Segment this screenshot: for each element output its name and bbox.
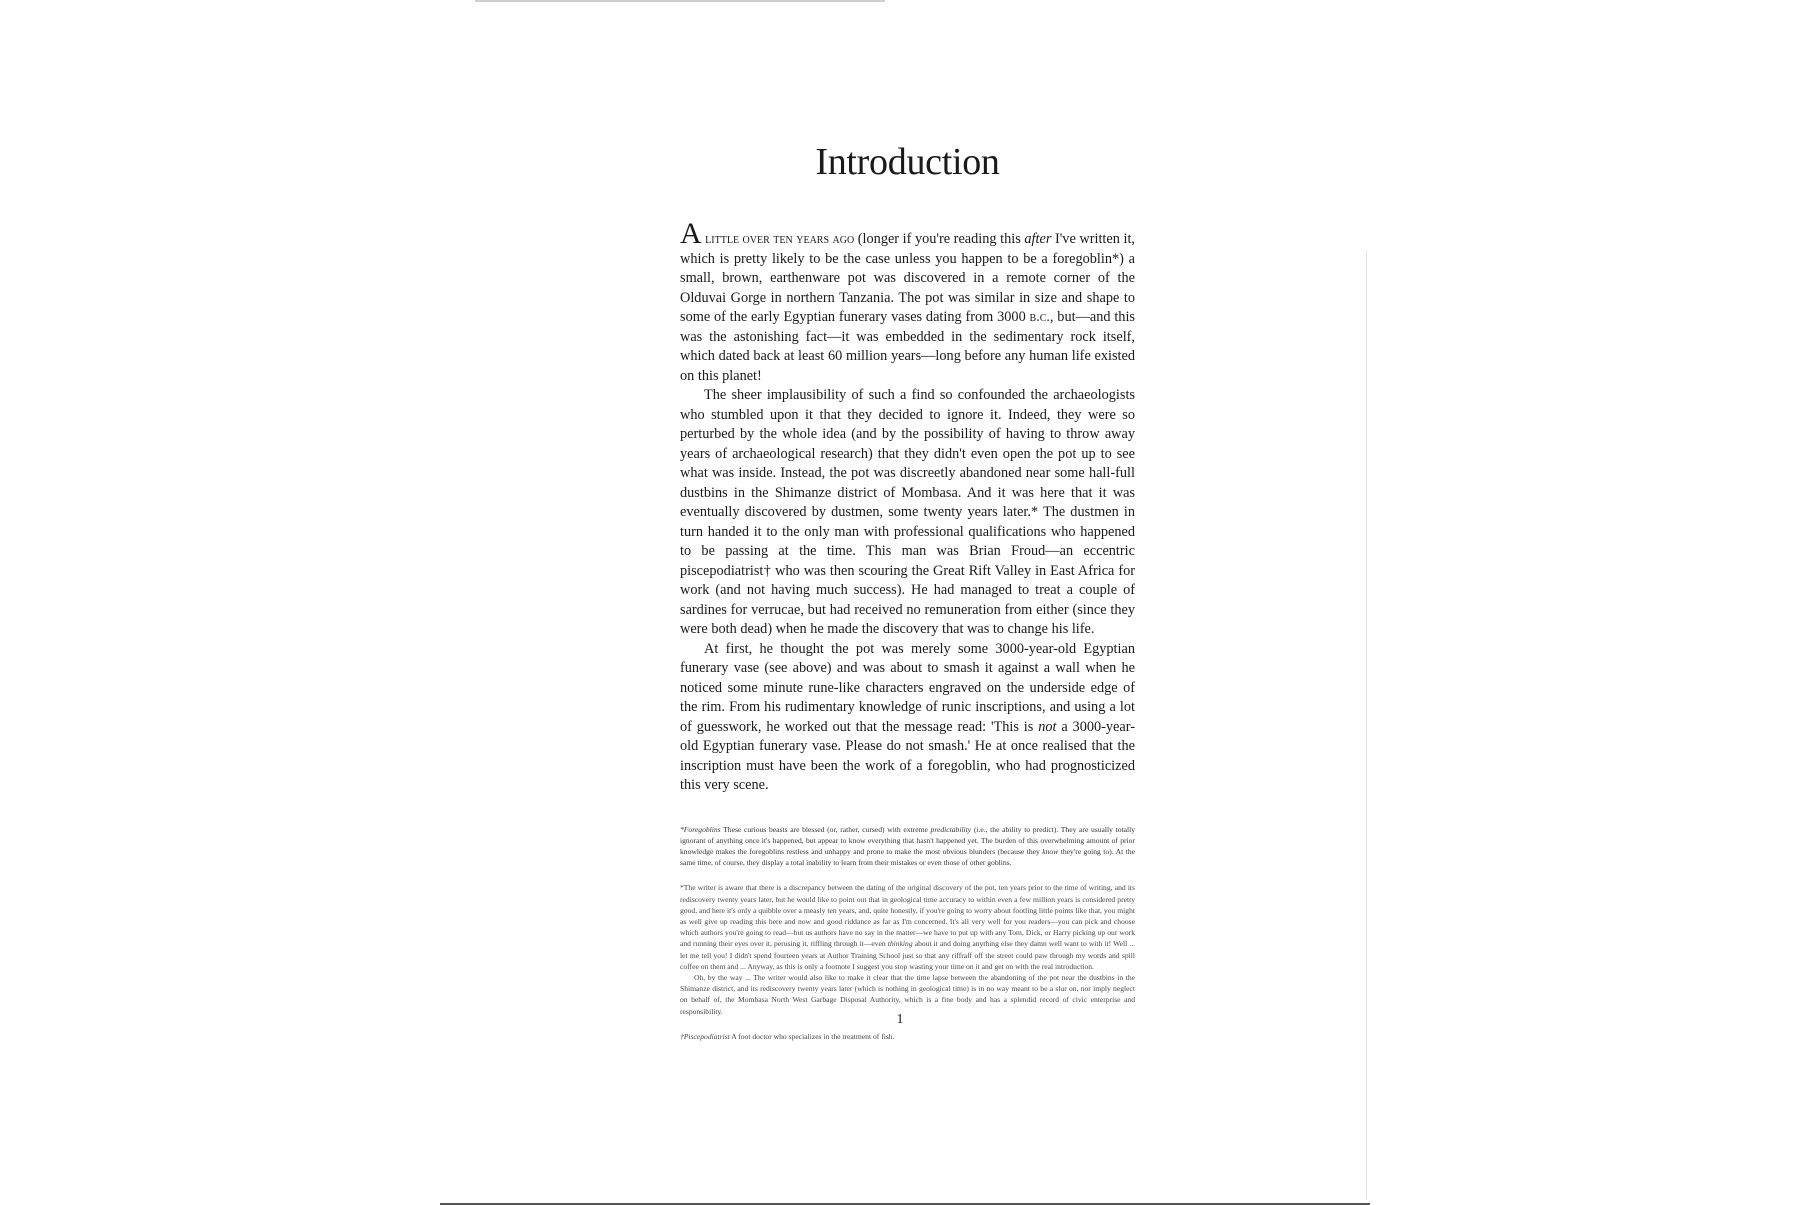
era-abbreviation: b.c. (1029, 310, 1050, 325)
paragraph-1-part-a: (longer if you're reading this (854, 231, 1025, 247)
footnote-1-label: *Foregoblins (680, 824, 721, 834)
footnote-discrepancy (680, 882, 1135, 1016)
footnote-1-part-a: These curious beasts are blessed (or, rather, cursed) with extreme (720, 824, 931, 834)
paragraph-3-part-a: At first, he thought the pot was merely some 3000-year-old Egyptian funerary vase (see above) and was about to smash it against a wall when he noticed some minute rune-like characters engraved on the underside edge of the rim. From his rudimentary knowledge of runic inscriptions, and using a lot of guesswork, he worked out that the message read: 'This is (680, 640, 1135, 735)
footnote-3-text: A foot doctor who specializes in the treatment of fish. (729, 1031, 895, 1041)
footnote-piscepodiatrist (680, 1031, 1135, 1042)
footnote-2-paragraph-2: Oh, by the way ... The writer would also like to make it clear that the time lapse between the abandoning of the pot near the dustbins in the Shimanze district, and its rediscovery twenty years later (which is nothing in geological time) is in no way meant to be a slur on, nor imply neglect on behalf of, the Mombasa North West Garbage Disposal Authority, which is a fine body and has a splendid record of civic enterprise and responsibility. (680, 972, 1135, 1016)
footnote-2-part-b: about it and doing anything else they damn well want to with it! Well ... let me tell you! I didn't spend fourteen years at Author Training School just so that any riffraff off the street could paw through my words and spill coffee on them and ... Anyway, as this is only a footnote I suggest you stop wasting your time on it and get on with the real introduction. (680, 939, 1135, 971)
paragraph-1-part-c: , but—and this was the astonishing fact—it was embedded in the sedimentary rock itself, which dated back at least 60 million years—long before any human life existed on this planet! (680, 309, 1135, 384)
paragraph-1 (680, 217, 1135, 386)
paragraph-3-part-b: a 3000-year-old Egyptian funerary vase. Please do not smash.' He at once realised that the inscription must have been the work of a foregoblin, who had prognosticized this very scene. (680, 718, 1135, 793)
drop-cap: A (680, 217, 702, 250)
scan-artifact-edge (1366, 250, 1367, 1200)
footnote-1-part-b: (i.e., the ability to predict). They are usually totally ignorant of anything once it's happened, but appear to know everything that hasn't happened yet. The burden of this overwhelming amount of prior knowledge makes the foregoblins restless and unhappy and prone to make the most obvious blunders (because they (680, 824, 1135, 856)
emphasis-not: not (1038, 718, 1057, 735)
scan-artifact-top (475, 0, 885, 2)
emphasis-after: after (1024, 231, 1052, 247)
opening-small-caps: little over ten years ago (701, 232, 855, 247)
page-number: 1 (896, 1012, 904, 1027)
footnote-2-paragraph-1 (680, 882, 1135, 972)
paragraph-2: The sheer implausibility of such a find so confounded the archaeologists who stumbled upon it that they decided to ignore it. Indeed, they were so perturbed by the whole idea (and by the possibility of having to throw away years of archaeological research) that they didn't even open the pot up to see what was inside. Instead, the pot was discreetly abandoned near some hall-full dustbins in the Shimanze district of Mombasa. And it was here that it was eventually discovered by dustmen, some twenty years later.* The dustmen in turn handed it to the only man with professional qualifications who happened to be passing at the time. This man was Brian Froud—an eccentric piscepodiatrist† who was then scouring the Great Rift Valley in East Africa for work (and not having much success). He had managed to treat a couple of sardines for verrucae, but had received no remuneration from either (since they were both dead) when he made the discovery that was to change his life. (680, 387, 1135, 637)
paragraph-1-part-b: I've written it, which is pretty likely to be the case unless you happen to be a foregoblin*) a small, brown, earthenware pot was discovered in a remote corner of the Olduvai Gorge in northern Tanzania. The pot was similar in size and shape to some of the early Egyptian funerary vases dating from 3000 (680, 231, 1135, 325)
footnote-foregoblins (680, 824, 1135, 869)
page-title: Introduction (815, 141, 1000, 183)
footnote-1-emphasis-1: predictability (930, 824, 972, 834)
paragraph-3 (680, 640, 1135, 796)
body-text (680, 217, 1135, 796)
footnote-1-part-c: they're going to). At the same time, of course, they display a total inability to learn from their mistakes or even those of other goblins. (680, 846, 1135, 868)
book-page (680, 140, 1135, 1042)
footnote-2-part-a: *The writer is aware that there is a discrepancy between the dating of the original discovery of the pot, ten years prior to the time of writing, and its rediscovery twenty years later, but he would like to point out that in geological time accuracy to within even a few million years is considered pretty good, and here it's only a quibble over a measly ten years, and, quite honestly, if you're going to worry about footling little points like that, you might as well give up reading this here and now and good riddance as far as I'm concerned. It's all very well for you readers—you can pick and choose which authors you're going to read—but us authors have no say in the matter—we have to put up with any Tom, Dick, or Harry picking up our work and running their eyes over it, perusing it, riffling through it—even (680, 883, 1135, 949)
footnote-1-emphasis-2: know (1042, 846, 1059, 856)
footnote-3-label: †Piscepodiatrist (680, 1031, 730, 1041)
footnote-2-emphasis: thinking (887, 939, 913, 949)
